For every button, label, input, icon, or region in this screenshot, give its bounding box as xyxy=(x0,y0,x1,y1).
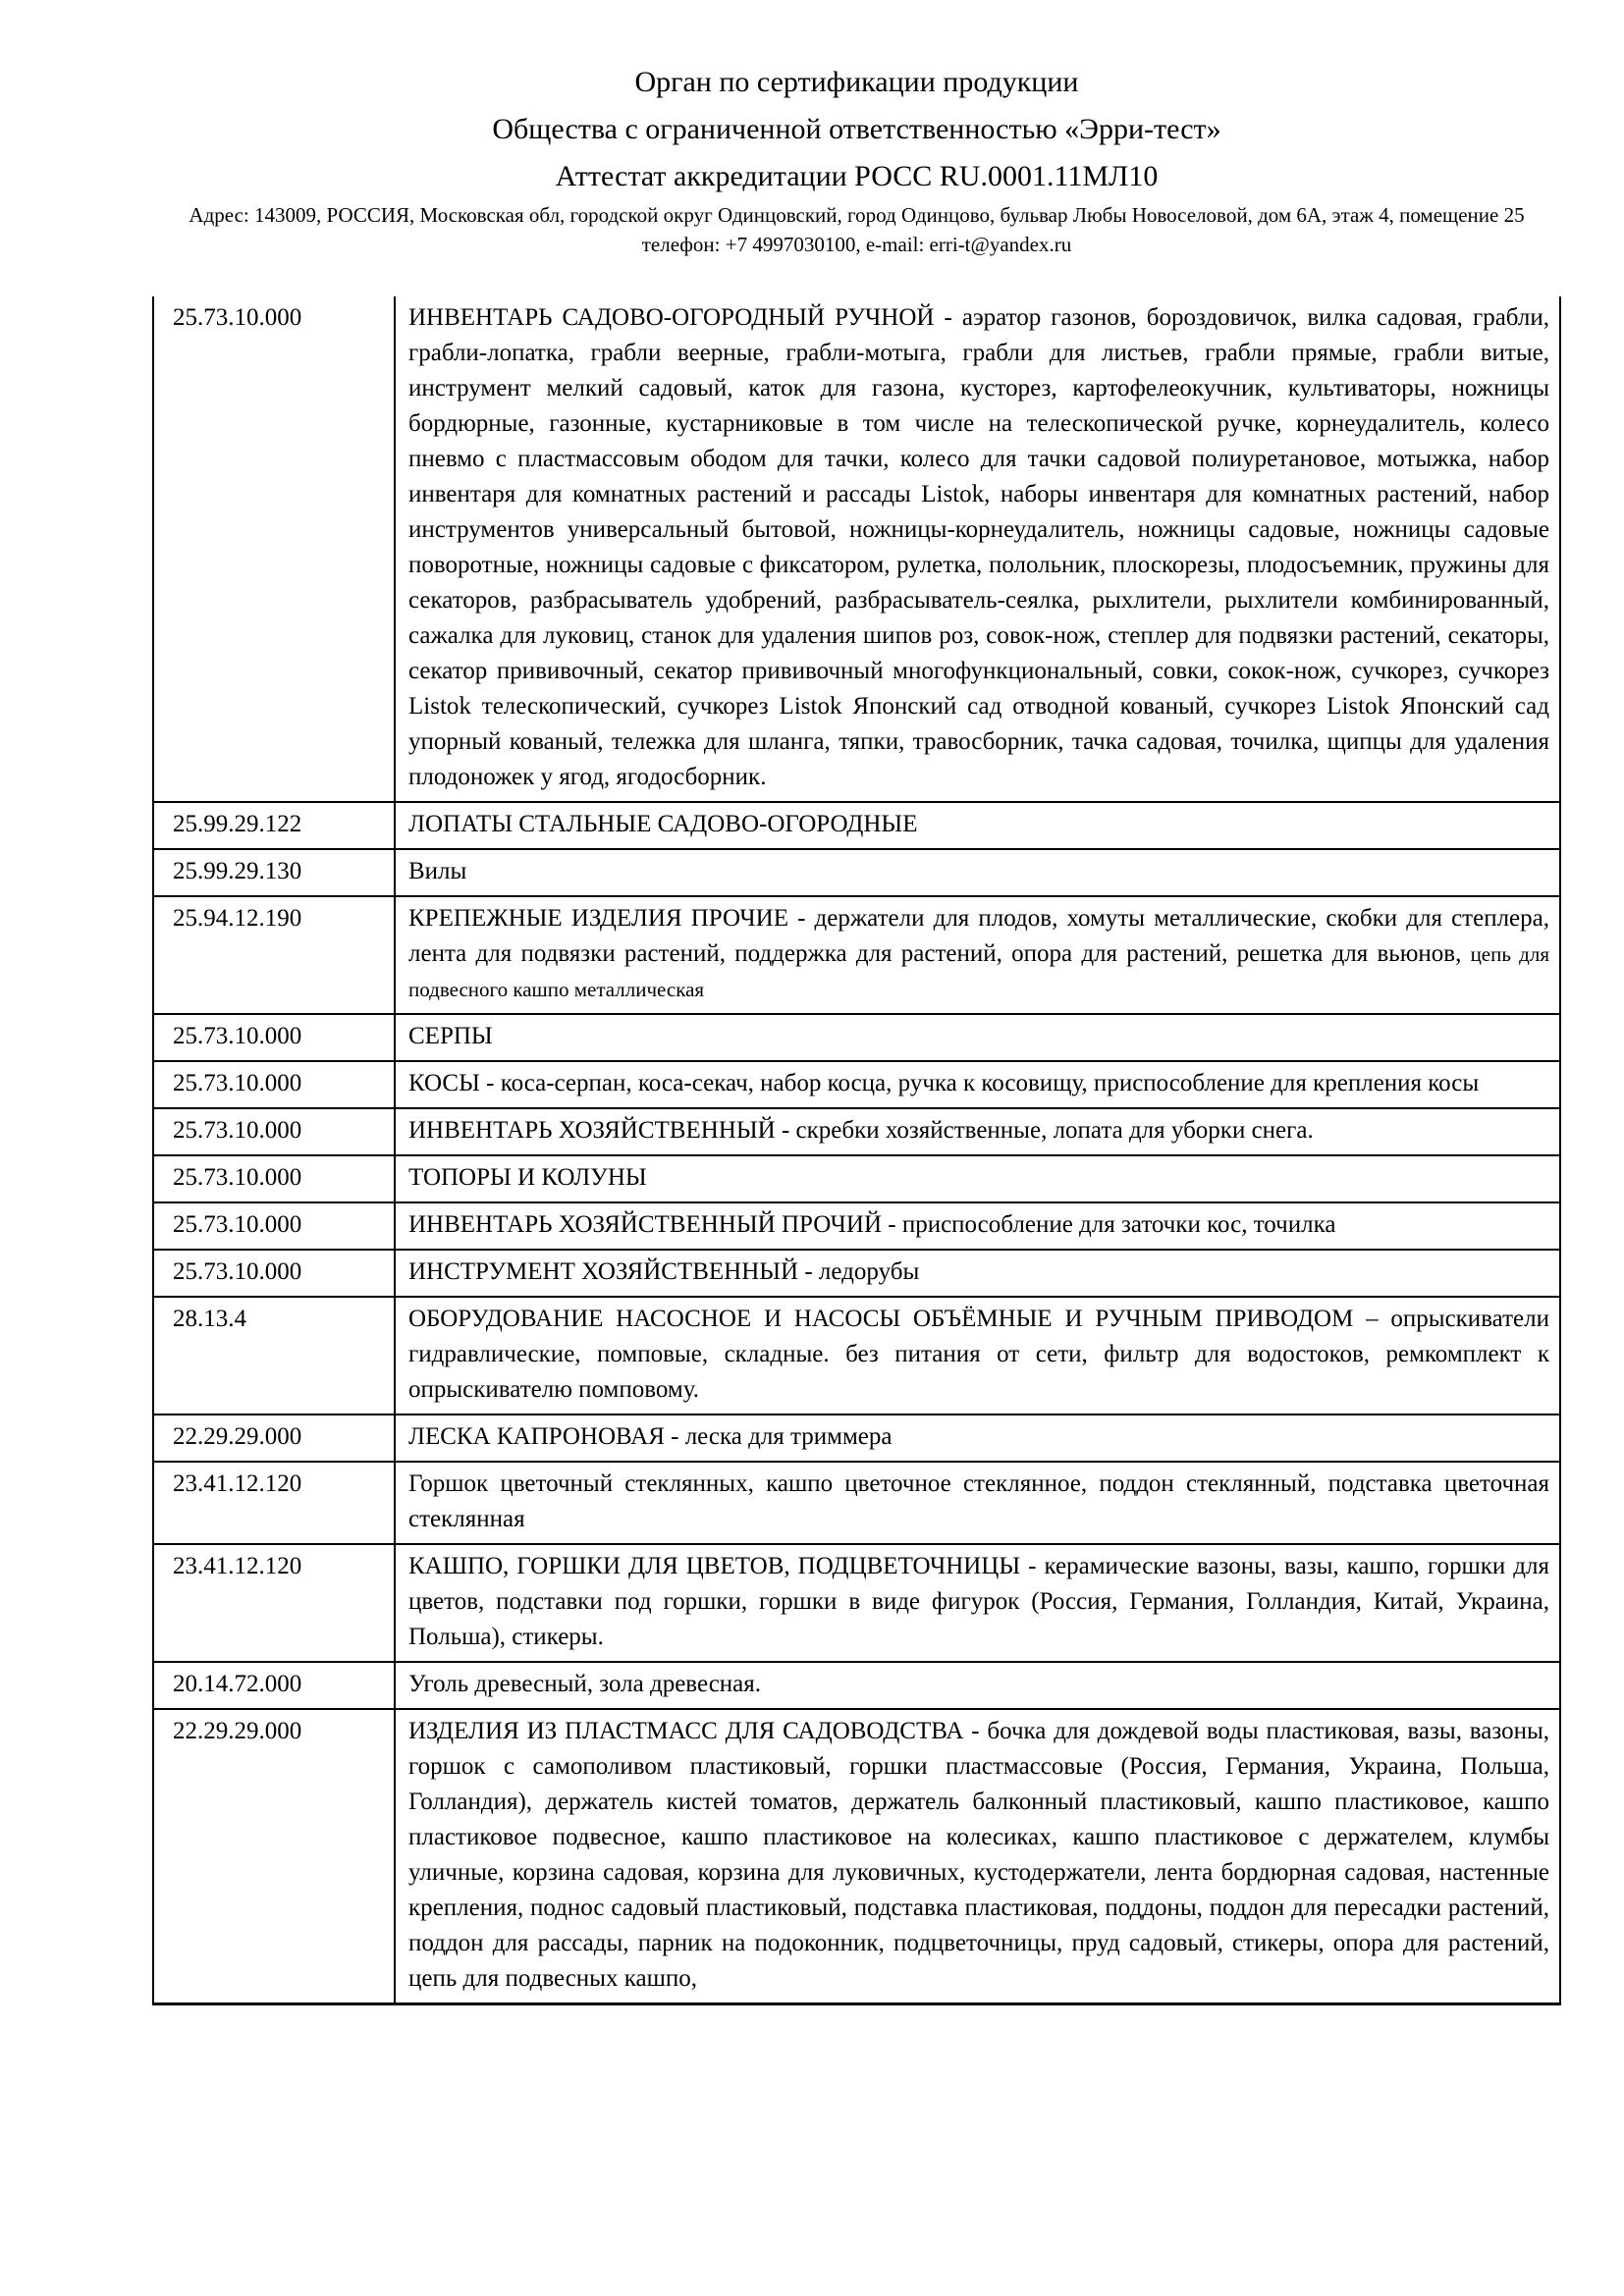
product-description: ИНВЕНТАРЬ ХОЗЯЙСТВЕННЫЙ ПРОЧИЙ - приспособление для заточки кос, точилка xyxy=(395,1202,1560,1250)
product-code: 25.73.10.000 xyxy=(153,1014,395,1061)
product-code: 25.99.29.122 xyxy=(153,802,395,849)
product-code: 22.29.29.000 xyxy=(153,1415,395,1462)
product-code: 25.73.10.000 xyxy=(153,1155,395,1202)
product-description: ИНСТРУМЕНТ ХОЗЯЙСТВЕННЫЙ - ледорубы xyxy=(395,1250,1560,1297)
table-row xyxy=(153,1544,1560,1662)
product-code: 25.73.10.000 xyxy=(153,1250,395,1297)
header-accreditation-line: Аттестат аккредитации РОСС RU.0001.11МЛ10 xyxy=(555,160,1159,192)
header-contact-line: телефон: +7 4997030100, e-mail: erri-t@yandex.ru xyxy=(641,233,1072,256)
header-certification-body-line: Орган по сертификации продукции xyxy=(634,66,1079,98)
table-row xyxy=(153,896,1560,1014)
product-description: Вилы xyxy=(395,849,1560,896)
product-description: КРЕПЕЖНЫЕ ИЗДЕЛИЯ ПРОЧИЕ - держатели для плодов, хомуты металлические, скобки для степлера, лента для подвязки растений, поддержка для растений, опора для растений, решетка для вьюнов, цепь для подвесного кашпо металлическая xyxy=(395,896,1560,1014)
product-description: КАШПО, ГОРШКИ ДЛЯ ЦВЕТОВ, ПОДЦВЕТОЧНИЦЫ - керамические вазоны, вазы, кашпо, горшки для цветов, подставки под горшки, горшки в виде фигурок (Россия, Германия, Голландия, Китай, Украина, Польша), стикеры. xyxy=(395,1544,1560,1662)
product-description: ИЗДЕЛИЯ ИЗ ПЛАСТМАСС ДЛЯ САДОВОДСТВА - бочка для дождевой воды пластиковая, вазы, вазоны, горшок с самополивом пластиковый, горшки пластмассовые (Россия, Германия, Украина, Польша, Голландия), держатель кистей томатов, держатель балконный пластиковый, кашпо пластиковое, кашпо пластиковое подвесное, кашпо пластиковое на колесиках, кашпо пластиковое с держателем, клумбы уличные, корзина садовая, корзина для луковичных, кустодержатели, лента бордюрная садовая, настенные крепления, поднос садовый пластиковый, подставка пластиковая, поддоны, поддон для пересадки растений, поддон для рассады, парник на подоконник, подцветочницы, пруд садовый, стикеры, опора для растений, цепь для подвесных кашпо, xyxy=(395,1709,1560,2004)
product-description-small: цепь для подвесного кашпо металлическая xyxy=(408,942,1549,1001)
product-code: 25.73.10.000 xyxy=(153,1202,395,1250)
table-row xyxy=(153,1155,1560,1202)
product-description: ИНВЕНТАРЬ ХОЗЯЙСТВЕННЫЙ - скребки хозяйственные, лопата для уборки снега. xyxy=(395,1108,1560,1155)
table-row xyxy=(153,1250,1560,1297)
product-description: Горшок цветочный стеклянных, кашпо цветочное стеклянное, поддон стеклянный, подставка цветочная стеклянная xyxy=(395,1462,1560,1544)
product-table xyxy=(152,296,1561,2005)
header-company-name-line: Общества с ограниченной ответственностью «Эрри-тест» xyxy=(492,113,1221,145)
table-row xyxy=(153,1014,1560,1061)
table-row xyxy=(153,802,1560,849)
product-description: ЛЕСКА КАПРОНОВАЯ - леска для триммера xyxy=(395,1415,1560,1462)
product-description: ТОПОРЫ И КОЛУНЫ xyxy=(395,1155,1560,1202)
product-code: 25.73.10.000 xyxy=(153,296,395,802)
product-description: ОБОРУДОВАНИЕ НАСОСНОЕ И НАСОСЫ ОБЪЁМНЫЕ И РУЧНЫМ ПРИВОДОМ – опрыскиватели гидравлические, помповые, складные. без питания от сети, фильтр для водостоков, ремкомплект к опрыскивателю помповому. xyxy=(395,1297,1560,1415)
table-row xyxy=(153,1297,1560,1415)
product-code: 25.94.12.190 xyxy=(153,896,395,1014)
table-row xyxy=(153,296,1560,802)
product-code: 25.73.10.000 xyxy=(153,1061,395,1108)
product-description: ИНВЕНТАРЬ САДОВО-ОГОРОДНЫЙ РУЧНОЙ - аэратор газонов, бороздовичок, вилка садовая, грабли, грабли-лопатка, грабли веерные, грабли-мотыга, грабли для листьев, грабли прямые, грабли витые, инструмент мелкий садовый, каток для газона, кусторез, картофелеокучник, культиваторы, ножницы бордюрные, газонные, кустарниковые в том числе на телескопической ручке, корнеудалитель, колесо пневмо с пластмассовым ободом для тачки, колесо для тачки садовой полиуретановое, мотыжка, набор инвентаря для комнатных растений и рассады Listok, наборы инвентаря для комнатных растений, набор инструментов универсальный бытовой, ножницы-корнеудалитель, ножницы садовые, ножницы садовые поворотные, ножницы садовые с фиксатором, рулетка, полольник, плоскорезы, плодосъемник, пружины для секаторов, разбрасыватель удобрений, разбрасыватель-сеялка, рыхлители, рыхлители комбинированный, сажалка для луковиц, станок для удаления шипов роз, совок-нож, степлер для подвязки растений, секаторы, секатор прививочный, секатор прививочный многофункциональный, совки, сокок-нож, сучкорез, сучкорез Listok телескопический, сучкорез Listok Японский сад отводной кованый, сучкорез Listok Японский сад упорный кованый, тележка для шланга, тяпки, травосборник, тачка садовая, точилка, щипцы для удаления плодоножек у ягод, ягодосборник. xyxy=(395,296,1560,802)
product-description: ЛОПАТЫ СТАЛЬНЫЕ САДОВО-ОГОРОДНЫЕ xyxy=(395,802,1560,849)
product-code: 23.41.12.120 xyxy=(153,1462,395,1544)
product-code: 25.99.29.130 xyxy=(153,849,395,896)
product-description: СЕРПЫ xyxy=(395,1014,1560,1061)
product-description: Уголь древесный, зола древесная. xyxy=(395,1662,1560,1709)
table-row xyxy=(153,1108,1560,1155)
document-header xyxy=(152,0,1561,259)
product-table-body xyxy=(153,296,1560,2004)
table-row xyxy=(153,1709,1560,2004)
table-row xyxy=(153,1662,1560,1709)
product-code: 28.13.4 xyxy=(153,1297,395,1415)
table-row xyxy=(153,1415,1560,1462)
product-code: 20.14.72.000 xyxy=(153,1662,395,1709)
table-row xyxy=(153,1202,1560,1250)
product-code: 23.41.12.120 xyxy=(153,1544,395,1662)
table-row xyxy=(153,849,1560,896)
product-code: 25.73.10.000 xyxy=(153,1108,395,1155)
product-code: 22.29.29.000 xyxy=(153,1709,395,2004)
header-address-line: Адрес: 143009, РОССИЯ, Московская обл, городской округ Одинцовский, город Одинцово, бульвар Любы Новоселовой, дом 6А, этаж 4, помещение 25 xyxy=(189,203,1525,227)
table-row xyxy=(153,1462,1560,1544)
table-row xyxy=(153,1061,1560,1108)
product-description: КОСЫ - коса-серпан, коса-секач, набор косца, ручка к косовищу, приспособление для крепления косы xyxy=(395,1061,1560,1108)
